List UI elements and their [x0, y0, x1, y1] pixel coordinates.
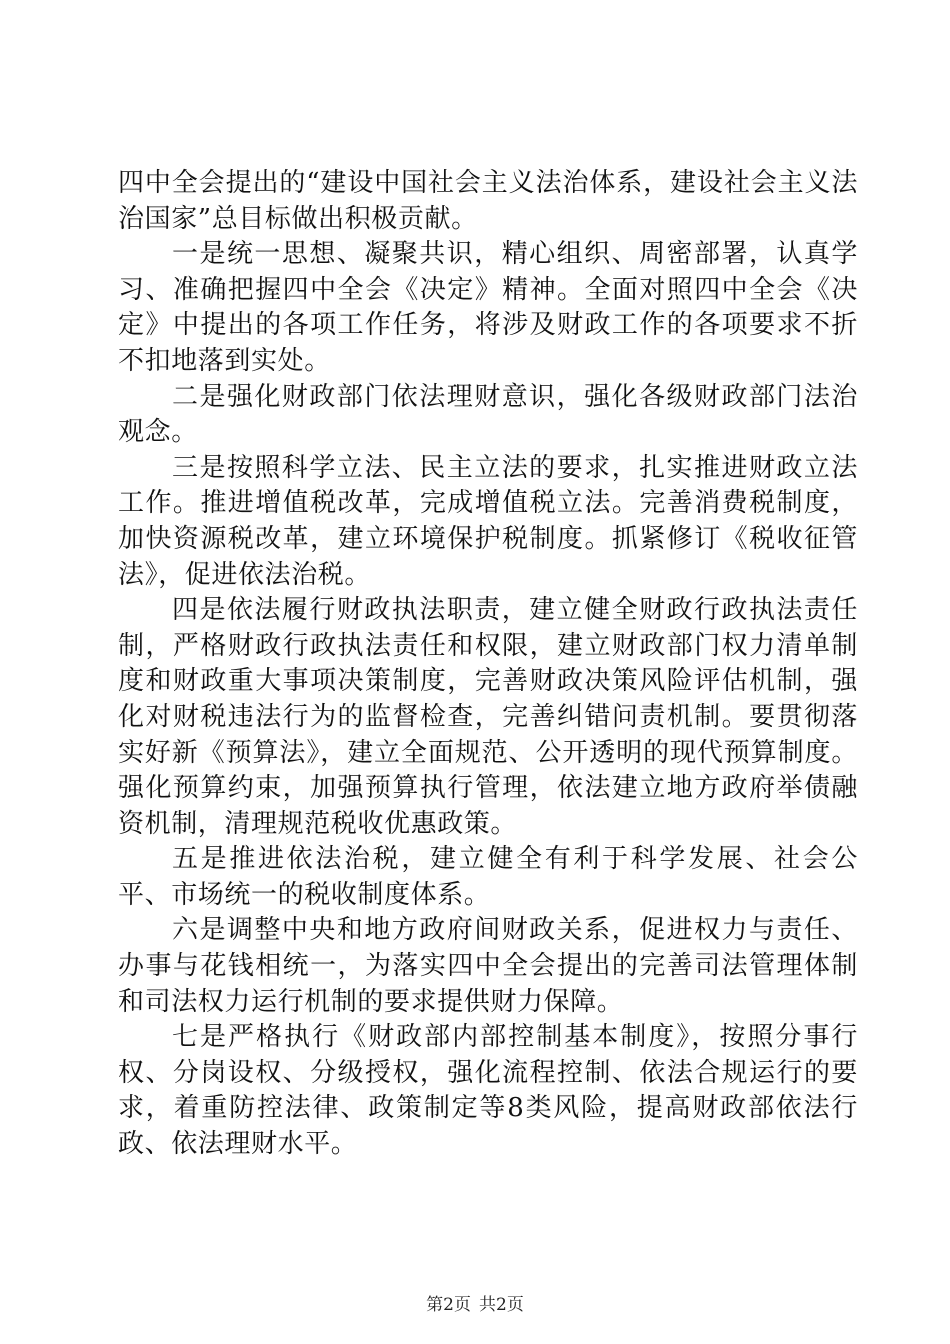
paragraph-item-6: 六是调整中央和地方政府间财政关系，促进权力与责任、办事与花钱相统一，为落实四中全会提出的完善司法管理体制和司法权力运行机制的要求提供财力保障。	[118, 915, 858, 1017]
paragraph-item-1: 一是统一思想、凝聚共识，精心组织、周密部署，认真学习、准确把握四中全会《决定》精神。全面对照四中全会《决定》中提出的各项工作任务，将涉及财政工作的各项要求不折不扣地落到实处。	[118, 239, 858, 376]
page-total: 共2页	[479, 1295, 524, 1315]
paragraph-item-7: 七是严格执行《财政部内部控制基本制度》，按照分事行权、分岗设权、分级授权，强化流程控制、依法合规运行的要求，着重防控法律、政策制定等8类风险，提高财政部依法行政、依法理财水平。	[118, 1022, 858, 1160]
paragraph-item-5: 五是推进依法治税，建立健全有利于科学发展、社会公平、市场统一的税收制度体系。	[118, 844, 858, 910]
paragraph-item-2: 二是强化财政部门依法理财意识，强化各级财政部门法治观念。	[118, 381, 858, 448]
paragraph-item-3: 三是按照科学立法、民主立法的要求，扎实推进财政立法工作。推进增值税改革，完成增值税立法。完善消费税制度，加快资源税改革，建立环境保护税制度。抓紧修订《税收征管法》，促进依法治税。	[118, 452, 858, 590]
page-footer	[0, 1290, 950, 1315]
paragraph-item-4: 四是依法履行财政执法职责，建立健全财政行政执法责任制，严格财政行政执法责任和权限，建立财政部门权力清单制度和财政重大事项决策制度，完善财政决策风险评估机制，强化对财税违法行为的监督检查，完善纠错问责机制。要贯彻落实好新《预算法》，建立全面规范、公开透明的现代预算制度。强化预算约束，加强预算执行管理，依法建立地方政府举债融资机制，清理规范税收优惠政策。	[118, 595, 858, 839]
paragraph-continuation: 四中全会提出的“建设中国社会主义法治体系，建设社会主义法治国家”总目标做出积极贡献。	[118, 168, 858, 234]
document-body	[118, 166, 858, 1163]
page-number: 第2页	[426, 1295, 471, 1315]
